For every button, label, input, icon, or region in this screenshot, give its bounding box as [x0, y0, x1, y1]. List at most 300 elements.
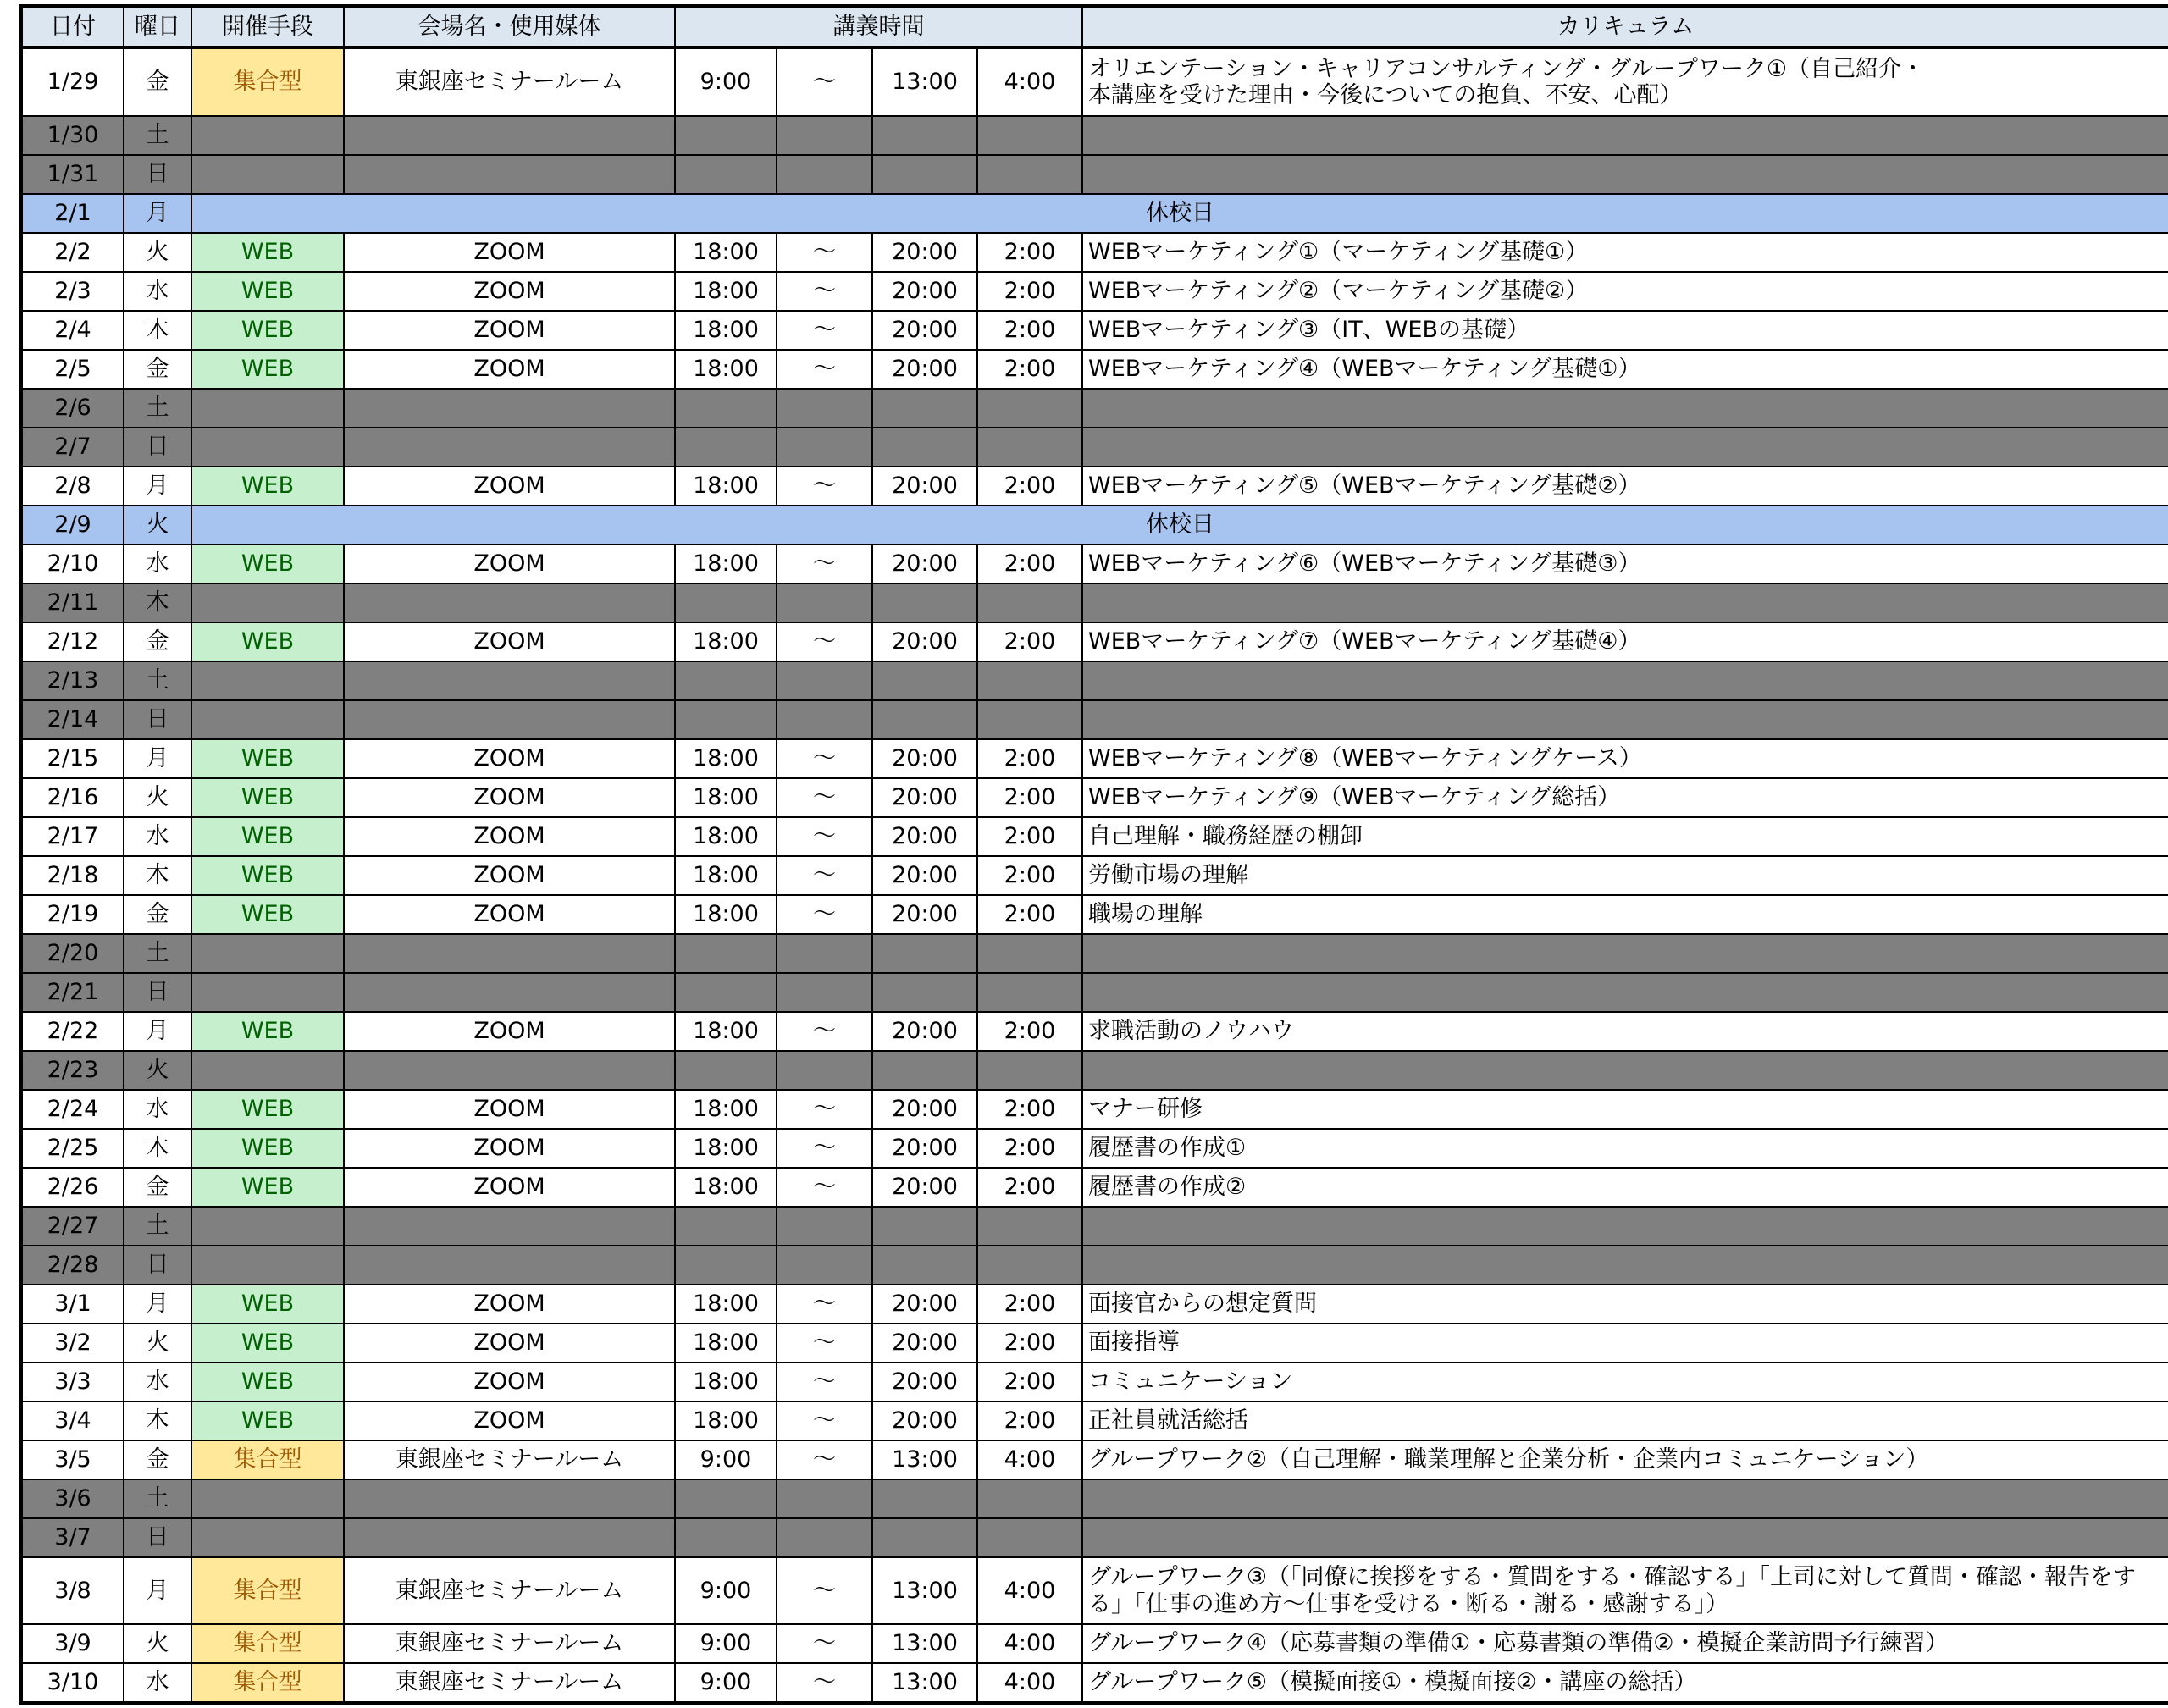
header-method: 開催手段	[191, 6, 344, 47]
duration-cell	[977, 155, 1082, 194]
schedule-row	[21, 1168, 2168, 1207]
venue-cell: ZOOM	[344, 467, 675, 506]
curriculum-line: 求職活動のノウハウ	[1088, 1018, 1294, 1045]
curriculum-line: 面接官からの想定質問	[1088, 1291, 1317, 1318]
curriculum-cell	[1082, 1401, 2168, 1440]
date-cell: 2/4	[21, 311, 124, 350]
venue-cell: 東銀座セミナールーム	[344, 1440, 675, 1479]
venue-cell: ZOOM	[344, 272, 675, 311]
duration-cell: 4:00	[977, 47, 1082, 116]
venue-cell: ZOOM	[344, 1012, 675, 1051]
end-time-cell: 13:00	[872, 47, 977, 116]
day-cell: 土	[124, 934, 191, 973]
date-cell: 2/22	[21, 1012, 124, 1051]
start-time-cell	[675, 700, 777, 739]
date-cell: 2/9	[21, 506, 124, 544]
duration-cell	[977, 428, 1082, 467]
duration-cell	[977, 1246, 1082, 1285]
curriculum-cell	[1082, 583, 2168, 622]
date-cell: 3/6	[21, 1479, 124, 1518]
method-cell	[191, 428, 344, 467]
method-cell: WEB	[191, 1168, 344, 1207]
method-cell: WEB	[191, 311, 344, 350]
start-time-cell	[675, 155, 777, 194]
method-cell: WEB	[191, 1129, 344, 1168]
venue-cell: 東銀座セミナールーム	[344, 1624, 675, 1663]
duration-cell	[977, 583, 1082, 622]
duration-cell	[977, 661, 1082, 700]
curriculum-line: WEBマーケティング⑨（WEBマーケティング総括）	[1088, 784, 1621, 811]
date-cell: 2/28	[21, 1246, 124, 1285]
curriculum-cell	[1082, 661, 2168, 700]
curriculum-cell	[1082, 1363, 2168, 1401]
method-cell	[191, 1479, 344, 1518]
tilde-cell: ～	[777, 1324, 872, 1363]
day-cell: 月	[124, 194, 191, 233]
venue-cell: ZOOM	[344, 1090, 675, 1129]
schedule-row	[21, 194, 2168, 233]
venue-cell	[344, 583, 675, 622]
venue-cell	[344, 1518, 675, 1557]
method-cell: WEB	[191, 739, 344, 778]
method-cell: 集合型	[191, 1663, 344, 1703]
tilde-cell: ～	[777, 1012, 872, 1051]
tilde-cell	[777, 1246, 872, 1285]
start-time-cell: 18:00	[675, 1324, 777, 1363]
curriculum-cell	[1082, 350, 2168, 389]
date-cell: 3/4	[21, 1401, 124, 1440]
end-time-cell: 20:00	[872, 895, 977, 934]
date-cell: 2/13	[21, 661, 124, 700]
duration-cell: 2:00	[977, 233, 1082, 272]
end-time-cell	[872, 700, 977, 739]
schedule-row	[21, 661, 2168, 700]
date-cell: 2/8	[21, 467, 124, 506]
venue-cell: ZOOM	[344, 1129, 675, 1168]
method-cell	[191, 583, 344, 622]
curriculum-cell	[1082, 622, 2168, 661]
venue-cell	[344, 389, 675, 428]
method-cell	[191, 389, 344, 428]
curriculum-cell	[1082, 1285, 2168, 1324]
duration-cell: 2:00	[977, 778, 1082, 817]
start-time-cell	[675, 1479, 777, 1518]
curriculum-cell	[1082, 934, 2168, 973]
start-time-cell	[675, 1518, 777, 1557]
duration-cell: 2:00	[977, 544, 1082, 583]
header-date: 日付	[21, 6, 124, 47]
day-cell: 火	[124, 233, 191, 272]
date-cell: 1/29	[21, 47, 124, 116]
day-cell: 日	[124, 428, 191, 467]
curriculum-line: コミュニケーション	[1088, 1368, 1293, 1396]
curriculum-line: WEBマーケティング⑦（WEBマーケティング基礎④）	[1088, 628, 1641, 655]
end-time-cell: 20:00	[872, 544, 977, 583]
header-venue: 会場名・使用媒体	[344, 6, 675, 47]
curriculum-line: WEBマーケティング⑤（WEBマーケティング基礎②）	[1088, 473, 1641, 500]
start-time-cell	[675, 1051, 777, 1090]
date-cell: 2/18	[21, 856, 124, 895]
method-cell: WEB	[191, 817, 344, 856]
start-time-cell: 18:00	[675, 350, 777, 389]
curriculum-line: 面接指導	[1088, 1329, 1180, 1357]
start-time-cell: 18:00	[675, 1012, 777, 1051]
tilde-cell: ～	[777, 311, 872, 350]
schedule-row	[21, 1012, 2168, 1051]
schedule-row	[21, 1207, 2168, 1246]
method-cell: WEB	[191, 467, 344, 506]
schedule-row	[21, 116, 2168, 155]
method-cell	[191, 155, 344, 194]
method-cell: WEB	[191, 778, 344, 817]
duration-cell: 2:00	[977, 1090, 1082, 1129]
start-time-cell: 18:00	[675, 1129, 777, 1168]
curriculum-cell	[1082, 1324, 2168, 1363]
schedule-row	[21, 1479, 2168, 1518]
end-time-cell	[872, 1246, 977, 1285]
end-time-cell: 20:00	[872, 467, 977, 506]
schedule-row	[21, 544, 2168, 583]
date-cell: 3/10	[21, 1663, 124, 1703]
day-cell: 金	[124, 1168, 191, 1207]
end-time-cell: 20:00	[872, 622, 977, 661]
schedule-row	[21, 583, 2168, 622]
curriculum-line: 本講座を受けた理由・今後についての抱負、不安、心配）	[1088, 82, 1683, 108]
tilde-cell	[777, 934, 872, 973]
day-cell: 土	[124, 116, 191, 155]
curriculum-cell	[1082, 311, 2168, 350]
duration-cell	[977, 116, 1082, 155]
schedule-row	[21, 934, 2168, 973]
curriculum-cell	[1082, 1168, 2168, 1207]
curriculum-cell	[1082, 895, 2168, 934]
venue-cell	[344, 661, 675, 700]
start-time-cell: 18:00	[675, 1285, 777, 1324]
start-time-cell: 9:00	[675, 1440, 777, 1479]
method-cell: 集合型	[191, 1440, 344, 1479]
tilde-cell: ～	[777, 1557, 872, 1624]
method-cell: WEB	[191, 272, 344, 311]
venue-cell	[344, 1207, 675, 1246]
schedule-row	[21, 506, 2168, 544]
end-time-cell	[872, 155, 977, 194]
start-time-cell	[675, 973, 777, 1012]
schedule-row	[21, 1090, 2168, 1129]
end-time-cell: 20:00	[872, 1012, 977, 1051]
day-cell: 木	[124, 311, 191, 350]
duration-cell	[977, 1518, 1082, 1557]
curriculum-cell	[1082, 1663, 2168, 1703]
duration-cell: 2:00	[977, 895, 1082, 934]
curriculum-cell	[1082, 1207, 2168, 1246]
venue-cell: 東銀座セミナールーム	[344, 47, 675, 116]
curriculum-cell	[1082, 544, 2168, 583]
tilde-cell	[777, 1518, 872, 1557]
day-cell: 月	[124, 1285, 191, 1324]
curriculum-cell	[1082, 1557, 2168, 1624]
end-time-cell	[872, 1479, 977, 1518]
day-cell: 木	[124, 583, 191, 622]
method-cell	[191, 116, 344, 155]
tilde-cell: ～	[777, 895, 872, 934]
venue-cell: ZOOM	[344, 778, 675, 817]
start-time-cell: 9:00	[675, 47, 777, 116]
day-cell: 火	[124, 778, 191, 817]
day-cell: 土	[124, 1479, 191, 1518]
method-cell: WEB	[191, 1363, 344, 1401]
end-time-cell: 13:00	[872, 1624, 977, 1663]
venue-cell: ZOOM	[344, 311, 675, 350]
curriculum-line: 履歴書の作成①	[1088, 1135, 1247, 1162]
date-cell: 2/26	[21, 1168, 124, 1207]
start-time-cell	[675, 428, 777, 467]
start-time-cell	[675, 116, 777, 155]
curriculum-cell	[1082, 856, 2168, 895]
date-cell: 3/8	[21, 1557, 124, 1624]
duration-cell: 2:00	[977, 272, 1082, 311]
date-cell: 2/7	[21, 428, 124, 467]
curriculum-cell	[1082, 1012, 2168, 1051]
tilde-cell: ～	[777, 1129, 872, 1168]
date-cell: 2/23	[21, 1051, 124, 1090]
day-cell: 月	[124, 1012, 191, 1051]
curriculum-cell	[1082, 116, 2168, 155]
tilde-cell: ～	[777, 544, 872, 583]
tilde-cell: ～	[777, 1440, 872, 1479]
date-cell: 2/14	[21, 700, 124, 739]
curriculum-line: オリエンテーション・キャリアコンサルティング・グループワーク①（自己紹介・	[1088, 55, 1925, 82]
duration-cell: 2:00	[977, 350, 1082, 389]
end-time-cell: 20:00	[872, 817, 977, 856]
end-time-cell	[872, 428, 977, 467]
method-cell: 集合型	[191, 1624, 344, 1663]
method-cell: WEB	[191, 544, 344, 583]
tilde-cell: ～	[777, 1401, 872, 1440]
schedule-row	[21, 1401, 2168, 1440]
day-cell: 日	[124, 1518, 191, 1557]
tilde-cell: ～	[777, 47, 872, 116]
day-cell: 日	[124, 155, 191, 194]
duration-cell: 2:00	[977, 1285, 1082, 1324]
venue-cell: 東銀座セミナールーム	[344, 1557, 675, 1624]
tilde-cell	[777, 155, 872, 194]
day-cell: 日	[124, 973, 191, 1012]
end-time-cell: 20:00	[872, 1285, 977, 1324]
venue-cell: ZOOM	[344, 622, 675, 661]
start-time-cell: 18:00	[675, 739, 777, 778]
end-time-cell	[872, 116, 977, 155]
header-curriculum: カリキュラム	[1082, 6, 2168, 47]
date-cell: 2/12	[21, 622, 124, 661]
venue-cell	[344, 1051, 675, 1090]
schedule-row	[21, 350, 2168, 389]
tilde-cell: ～	[777, 1168, 872, 1207]
schedule-row	[21, 700, 2168, 739]
venue-cell: ZOOM	[344, 817, 675, 856]
tilde-cell: ～	[777, 467, 872, 506]
curriculum-cell	[1082, 1518, 2168, 1557]
curriculum-cell	[1082, 739, 2168, 778]
curriculum-line: グループワーク③（「同僚に挨拶をする・質問をする・確認する」「上司に対して質問・確認・報告をす	[1088, 1564, 2137, 1591]
curriculum-cell	[1082, 389, 2168, 428]
tilde-cell: ～	[777, 856, 872, 895]
curriculum-cell	[1082, 272, 2168, 311]
header-row	[21, 6, 2168, 47]
end-time-cell: 20:00	[872, 1129, 977, 1168]
end-time-cell: 20:00	[872, 739, 977, 778]
tilde-cell: ～	[777, 272, 872, 311]
venue-cell: ZOOM	[344, 544, 675, 583]
header-lecture-time: 講義時間	[675, 6, 1082, 47]
day-cell: 月	[124, 739, 191, 778]
schedule-row	[21, 817, 2168, 856]
curriculum-cell	[1082, 47, 2168, 116]
start-time-cell	[675, 389, 777, 428]
schedule-row	[21, 233, 2168, 272]
day-cell: 土	[124, 389, 191, 428]
duration-cell: 2:00	[977, 739, 1082, 778]
day-cell: 土	[124, 661, 191, 700]
curriculum-cell	[1082, 973, 2168, 1012]
duration-cell	[977, 934, 1082, 973]
start-time-cell: 9:00	[675, 1557, 777, 1624]
day-cell: 水	[124, 272, 191, 311]
start-time-cell: 9:00	[675, 1663, 777, 1703]
start-time-cell: 18:00	[675, 1090, 777, 1129]
day-cell: 金	[124, 47, 191, 116]
schedule-row	[21, 1129, 2168, 1168]
date-cell: 2/20	[21, 934, 124, 973]
tilde-cell: ～	[777, 233, 872, 272]
start-time-cell: 18:00	[675, 1401, 777, 1440]
method-cell: WEB	[191, 856, 344, 895]
day-cell: 水	[124, 1090, 191, 1129]
venue-cell: ZOOM	[344, 739, 675, 778]
curriculum-line: グループワーク②（自己理解・職業理解と企業分析・企業内コミュニケーション）	[1088, 1446, 1929, 1473]
date-cell: 2/17	[21, 817, 124, 856]
schedule-row	[21, 1663, 2168, 1703]
tilde-cell	[777, 1479, 872, 1518]
duration-cell: 2:00	[977, 1129, 1082, 1168]
day-cell: 金	[124, 350, 191, 389]
day-cell: 金	[124, 1440, 191, 1479]
curriculum-line: マナー研修	[1088, 1096, 1203, 1123]
start-time-cell: 18:00	[675, 272, 777, 311]
schedule-row	[21, 1051, 2168, 1090]
date-cell: 2/11	[21, 583, 124, 622]
curriculum-line: 自己理解・職務経歴の棚卸	[1088, 823, 1363, 850]
end-time-cell: 20:00	[872, 1168, 977, 1207]
schedule-row	[21, 272, 2168, 311]
date-cell: 3/5	[21, 1440, 124, 1479]
end-time-cell	[872, 389, 977, 428]
curriculum-cell	[1082, 1051, 2168, 1090]
date-cell: 3/3	[21, 1363, 124, 1401]
date-cell: 3/7	[21, 1518, 124, 1557]
curriculum-cell	[1082, 1090, 2168, 1129]
schedule-row	[21, 622, 2168, 661]
schedule-row	[21, 1324, 2168, 1363]
schedule-row	[21, 1285, 2168, 1324]
end-time-cell: 13:00	[872, 1663, 977, 1703]
method-cell: WEB	[191, 1324, 344, 1363]
method-cell: 集合型	[191, 1557, 344, 1624]
date-cell: 2/15	[21, 739, 124, 778]
venue-cell: ZOOM	[344, 350, 675, 389]
start-time-cell: 18:00	[675, 311, 777, 350]
start-time-cell: 18:00	[675, 233, 777, 272]
day-cell: 火	[124, 1051, 191, 1090]
holiday-label: 休校日	[191, 194, 2168, 233]
tilde-cell	[777, 116, 872, 155]
schedule-table	[19, 4, 2168, 1705]
method-cell	[191, 934, 344, 973]
venue-cell: ZOOM	[344, 233, 675, 272]
schedule-row	[21, 428, 2168, 467]
start-time-cell: 9:00	[675, 1624, 777, 1663]
date-cell: 2/3	[21, 272, 124, 311]
date-cell: 2/25	[21, 1129, 124, 1168]
method-cell	[191, 1246, 344, 1285]
duration-cell	[977, 1479, 1082, 1518]
end-time-cell	[872, 1207, 977, 1246]
end-time-cell: 13:00	[872, 1557, 977, 1624]
venue-cell: ZOOM	[344, 1324, 675, 1363]
schedule-row	[21, 895, 2168, 934]
tilde-cell: ～	[777, 817, 872, 856]
curriculum-line: WEBマーケティング④（WEBマーケティング基礎①）	[1088, 356, 1641, 383]
tilde-cell: ～	[777, 1363, 872, 1401]
duration-cell: 2:00	[977, 1363, 1082, 1401]
schedule-row	[21, 739, 2168, 778]
day-cell: 火	[124, 1324, 191, 1363]
curriculum-cell	[1082, 1246, 2168, 1285]
method-cell	[191, 1051, 344, 1090]
end-time-cell	[872, 661, 977, 700]
venue-cell: 東銀座セミナールーム	[344, 1663, 675, 1703]
tilde-cell: ～	[777, 350, 872, 389]
start-time-cell: 18:00	[675, 1363, 777, 1401]
curriculum-cell	[1082, 1129, 2168, 1168]
date-cell: 2/16	[21, 778, 124, 817]
start-time-cell	[675, 934, 777, 973]
venue-cell	[344, 700, 675, 739]
date-cell: 2/1	[21, 194, 124, 233]
end-time-cell	[872, 1518, 977, 1557]
day-cell: 水	[124, 1663, 191, 1703]
date-cell: 2/10	[21, 544, 124, 583]
date-cell: 2/27	[21, 1207, 124, 1246]
curriculum-cell	[1082, 233, 2168, 272]
venue-cell	[344, 1479, 675, 1518]
schedule-row	[21, 389, 2168, 428]
start-time-cell	[675, 661, 777, 700]
schedule-row	[21, 1246, 2168, 1285]
day-cell: 木	[124, 856, 191, 895]
curriculum-line: グループワーク④（応募書類の準備①・応募書類の準備②・模擬企業訪問予行練習）	[1088, 1630, 1949, 1657]
venue-cell	[344, 934, 675, 973]
tilde-cell	[777, 700, 872, 739]
duration-cell: 2:00	[977, 1168, 1082, 1207]
method-cell	[191, 1518, 344, 1557]
curriculum-line: 正社員就活総括	[1088, 1407, 1248, 1434]
end-time-cell: 20:00	[872, 1090, 977, 1129]
curriculum-cell	[1082, 467, 2168, 506]
venue-cell: ZOOM	[344, 1168, 675, 1207]
start-time-cell: 18:00	[675, 778, 777, 817]
venue-cell: ZOOM	[344, 1401, 675, 1440]
method-cell: 集合型	[191, 47, 344, 116]
